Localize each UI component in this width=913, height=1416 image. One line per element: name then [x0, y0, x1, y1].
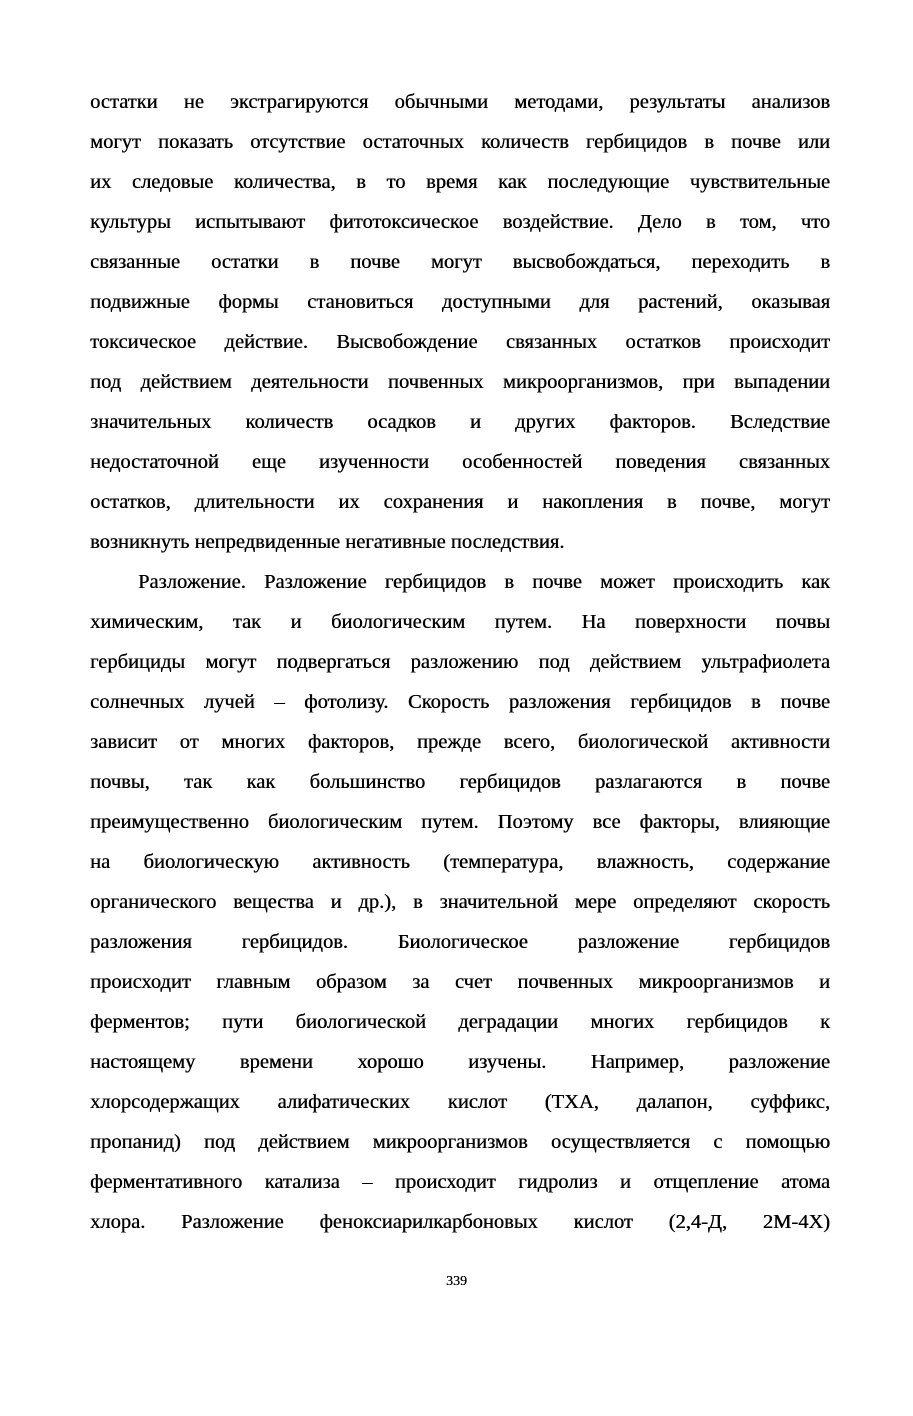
- text-line: остатков, длительности их сохранения и накопления в почве, могут: [90, 491, 830, 513]
- text-line: под действием деятельности почвенных микроорганизмов, при выпадении: [90, 371, 830, 393]
- text-line: хлорсодержащих алифатических кислот (ТХА, далапон, суффикс,: [90, 1091, 830, 1113]
- text-line: пропанид) под действием микроорганизмов осуществляется с помощью: [90, 1131, 830, 1153]
- text-line: настоящему времени хорошо изучены. Например, разложение: [90, 1051, 830, 1073]
- text-line: гербициды могут подвергаться разложению под действием ультрафиолета: [90, 651, 830, 673]
- text-line: остатки не экстрагируются обычными методами, результаты анализов: [90, 91, 830, 113]
- text-line: зависит от многих факторов, прежде всего, биологической активности: [90, 731, 830, 753]
- text-line: культуры испытывают фитотоксическое воздействие. Дело в том, что: [90, 211, 830, 233]
- page-number: 339: [446, 1274, 467, 1289]
- text-line: Разложение. Разложение гербицидов в почве может происходить как: [138, 571, 830, 593]
- text-line: разложения гербицидов. Биологическое разложение гербицидов: [90, 931, 830, 953]
- text-line: преимущественно биологическим путем. Поэтому все факторы, влияющие: [90, 811, 830, 833]
- text-line: на биологическую активность (температура, влажность, содержание: [90, 851, 830, 873]
- text-line: связанные остатки в почве могут высвобождаться, переходить в: [90, 251, 830, 273]
- text-line: происходит главным образом за счет почвенных микроорганизмов и: [90, 971, 830, 993]
- text-line: значительных количеств осадков и других факторов. Вследствие: [90, 411, 830, 433]
- text-line: ферментов; пути биологической деградации многих гербицидов к: [90, 1011, 830, 1033]
- text-line: солнечных лучей – фотолизу. Скорость разложения гербицидов в почве: [90, 691, 830, 713]
- text-line: хлора. Разложение феноксиарилкарбоновых кислот (2,4-Д, 2М-4Х): [90, 1211, 830, 1233]
- text-line: ферментативного катализа – происходит гидролиз и отщепление атома: [90, 1171, 830, 1193]
- text-line: их следовые количества, в то время как последующие чувствительные: [90, 171, 830, 193]
- text-line: недостаточной еще изученности особенностей поведения связанных: [90, 451, 830, 473]
- text-line: могут показать отсутствие остаточных количеств гербицидов в почве или: [90, 131, 830, 153]
- text-line: возникнуть непредвиденные негативные последствия.: [90, 531, 565, 553]
- text-line: почвы, так как большинство гербицидов разлагаются в почве: [90, 771, 830, 793]
- text-line: токсическое действие. Высвобождение связанных остатков происходит: [90, 331, 830, 353]
- text-line: подвижные формы становиться доступными для растений, оказывая: [90, 291, 830, 313]
- text-line: органического вещества и др.), в значительной мере определяют скорость: [90, 891, 830, 913]
- document-page: [90, 0, 830, 1416]
- text-line: химическим, так и биологическим путем. На поверхности почвы: [90, 611, 830, 633]
